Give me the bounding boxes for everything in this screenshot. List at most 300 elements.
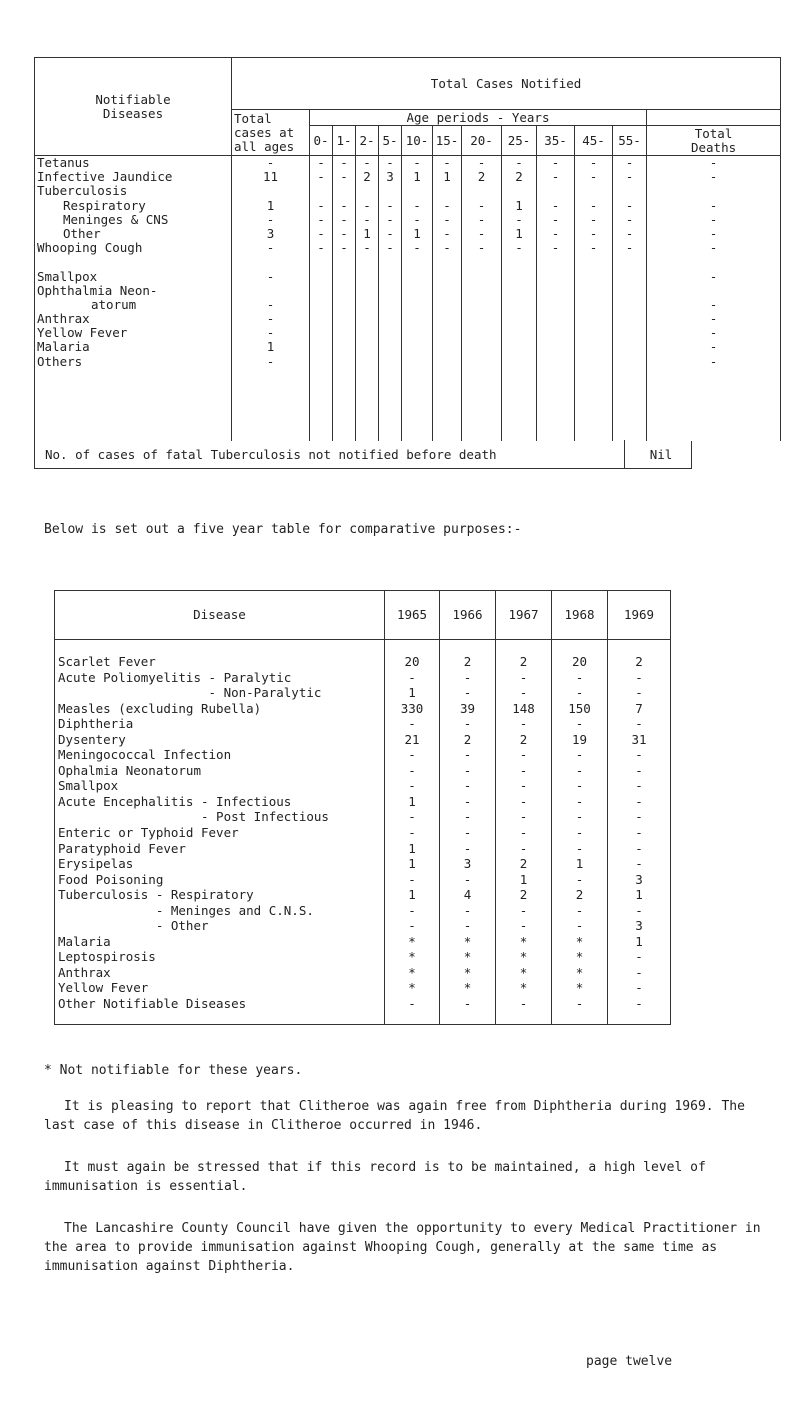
disease-row-name: Acute Poliomyelitis - Paralytic <box>58 669 292 685</box>
year-value-cell: * <box>519 949 528 965</box>
total-cases-cell: - <box>266 354 275 369</box>
disease-name: Malaria <box>37 340 90 355</box>
year-value-cell: - <box>408 825 416 841</box>
age-value-cell: 1 <box>515 226 523 241</box>
year-value-cell: 330 <box>400 700 424 716</box>
age-value-cell: - <box>443 156 451 170</box>
deaths-cell: - <box>709 198 718 213</box>
year-value-cell: * <box>519 980 528 996</box>
age-value-cell: - <box>551 212 560 227</box>
age-column <box>333 156 356 442</box>
age-col-header: 25- <box>502 126 537 156</box>
year-value-cell: - <box>575 778 584 794</box>
year-value-cell: - <box>635 856 643 872</box>
disease-row-name: Anthrax <box>58 964 111 980</box>
disease-name: Ophthalmia Neon- <box>37 283 158 298</box>
total-cases-cell: 11 <box>262 170 279 185</box>
year-value-cell: - <box>635 980 643 996</box>
year-value-cell: 3 <box>635 918 643 934</box>
deaths-cell: - <box>709 156 718 170</box>
deaths-cell: - <box>709 226 718 241</box>
age-value-cell <box>404 184 430 198</box>
disease-row-name: Scarlet Fever <box>58 654 156 669</box>
total-cases-cell: - <box>266 312 275 327</box>
age-value-cell: - <box>363 212 371 227</box>
year-value-cell: - <box>635 949 643 965</box>
year-header: 1969 <box>608 591 671 640</box>
age-col-header: 55- <box>613 126 647 156</box>
disease-name: Others <box>37 354 83 369</box>
notifiable-diseases-header: Notifiable Diseases <box>35 58 232 156</box>
year-value-cell: - <box>463 825 472 841</box>
year-value-cell: - <box>408 918 416 934</box>
year-value-cell: - <box>635 996 643 1012</box>
year-value-cell: 21 <box>404 731 420 747</box>
disease-row-name: Acute Encephalitis - Infectious <box>58 793 292 809</box>
year-value-cell: 20 <box>571 654 588 669</box>
age-column <box>379 156 402 442</box>
page-number: page twelve <box>586 1354 673 1369</box>
year-value-cell: - <box>463 778 472 794</box>
year-value-cell: 1 <box>408 793 416 809</box>
age-value-cell: - <box>363 198 371 213</box>
deaths-cell: - <box>709 340 718 355</box>
disease-row-name: Food Poisoning <box>58 871 164 887</box>
year-value-cell: - <box>635 793 643 809</box>
year-value-cell: - <box>463 840 472 856</box>
year-value-cell: - <box>635 747 643 763</box>
age-value-cell: 2 <box>363 170 371 185</box>
age-value-cell: - <box>625 241 634 256</box>
year-value-cell: - <box>408 809 416 825</box>
year-value-cell: * <box>463 933 472 949</box>
year-value-cell: - <box>575 825 584 841</box>
disease-name: Yellow Fever <box>37 326 128 341</box>
year-value-cell: - <box>463 793 472 809</box>
age-value-cell: - <box>340 156 348 170</box>
age-value-cell: 1 <box>443 170 451 185</box>
age-value-cell: 1 <box>413 226 421 241</box>
total-cases-cell: - <box>266 241 275 256</box>
year-value-cell: * <box>519 933 528 949</box>
year-value-cell: 1 <box>635 933 643 949</box>
age-column <box>613 156 647 442</box>
age-column <box>356 156 379 442</box>
disease-name: Smallpox <box>37 269 98 284</box>
year-value-cell: * <box>575 949 584 965</box>
total-cases-notified-header: Total Cases Notified <box>232 58 781 110</box>
age-value-cell: - <box>625 170 634 185</box>
year-value-cell: 20 <box>404 654 420 669</box>
year-value-cell: - <box>635 964 643 980</box>
year-value-cell: - <box>519 809 528 825</box>
fatal-tb-value: Nil <box>649 447 673 462</box>
year-value-cell: - <box>408 996 416 1012</box>
year-value-cell: - <box>463 809 472 825</box>
year-value-cell: - <box>575 747 584 763</box>
disease-row-name: - Non-Paralytic <box>58 685 322 701</box>
year-value-cell: * <box>463 949 472 965</box>
disease-name: Other <box>63 226 101 241</box>
year-values <box>496 640 552 1025</box>
year-value-cell: 1 <box>408 887 416 903</box>
age-value-cell: - <box>625 156 634 170</box>
disease-row-name: Measles (excluding Rubella) <box>58 700 262 716</box>
year-value-cell: - <box>519 747 528 763</box>
age-value-cell: - <box>589 226 598 241</box>
age-value-cell: - <box>413 241 421 256</box>
age-value-cell: - <box>317 170 325 185</box>
age-value-cell: - <box>386 212 394 227</box>
disease-name: Infective Jaundice <box>37 170 173 185</box>
year-value-cell: 1 <box>408 685 416 701</box>
year-value-cell: - <box>408 747 416 763</box>
total-cases-cell <box>234 184 307 198</box>
year-value-cell: - <box>635 762 643 778</box>
year-value-cell: - <box>575 762 584 778</box>
year-value-cell: - <box>519 996 528 1012</box>
deaths-cell: - <box>709 269 718 284</box>
intro-text: Below is set out a five year table for comparative purposes:- <box>44 522 522 537</box>
age-col-header: 15- <box>433 126 462 156</box>
year-value-cell: 3 <box>635 871 643 887</box>
year-value-cell: 2 <box>463 731 472 747</box>
age-column <box>402 156 433 442</box>
total-cases-cell: 3 <box>266 226 275 241</box>
age-value-cell: - <box>515 241 523 256</box>
year-value-cell: 3 <box>463 856 472 872</box>
deaths-cell: - <box>709 212 718 227</box>
year-value-cell: - <box>519 840 528 856</box>
age-value-cell: - <box>443 226 451 241</box>
age-value-cell: - <box>477 226 486 241</box>
year-value-cell: 2 <box>519 731 528 747</box>
year-value-cell: - <box>519 716 528 732</box>
age-value-cell: 1 <box>363 226 371 241</box>
year-values <box>385 640 440 1025</box>
year-value-cell: - <box>635 685 643 701</box>
disease-row-name: - Post Infectious <box>58 809 329 825</box>
age-value-cell: - <box>589 198 598 213</box>
notified-cases-table <box>34 57 781 441</box>
year-value-cell: - <box>575 685 584 701</box>
disease-name: Anthrax <box>37 312 90 327</box>
year-value-cell: - <box>408 669 416 685</box>
year-value-cell: 2 <box>635 654 643 669</box>
age-column <box>462 156 502 442</box>
year-header: 1965 <box>385 591 440 640</box>
year-header: 1968 <box>552 591 608 640</box>
year-value-cell: - <box>519 918 528 934</box>
age-col-header: 20- <box>462 126 502 156</box>
age-value-cell: - <box>413 156 421 170</box>
year-value-cell: - <box>575 809 584 825</box>
year-value-cell: - <box>575 669 584 685</box>
year-value-cell: - <box>408 871 416 887</box>
age-value-cell: - <box>340 212 348 227</box>
age-value-cell <box>577 184 610 198</box>
age-value-cell: 1 <box>515 198 523 213</box>
year-value-cell: * <box>408 964 416 980</box>
year-value-cell: * <box>575 980 584 996</box>
age-value-cell: - <box>589 170 598 185</box>
age-value-cell: - <box>477 198 486 213</box>
disease-row-name: Yellow Fever <box>58 980 149 996</box>
year-value-cell: 31 <box>631 731 647 747</box>
disease-name: Whooping Cough <box>37 241 143 256</box>
year-values <box>552 640 608 1025</box>
disease-row-name: Dysentery <box>58 731 126 747</box>
age-value-cell <box>464 184 499 198</box>
year-value-cell: * <box>408 933 416 949</box>
year-value-cell: 4 <box>463 887 472 903</box>
year-value-cell: 1 <box>519 871 528 887</box>
age-value-cell: - <box>340 226 348 241</box>
age-column <box>575 156 613 442</box>
disease-row-name: Other Notifiable Diseases <box>58 996 247 1012</box>
total-cases-cell: 1 <box>266 340 275 355</box>
year-value-cell: - <box>575 840 584 856</box>
year-value-cell: 1 <box>575 856 584 872</box>
deaths-cell: - <box>709 326 718 341</box>
fatal-tb-row <box>34 441 692 469</box>
disease-row-name: Erysipelas <box>58 856 134 872</box>
year-value-cell: 2 <box>463 654 472 669</box>
year-value-cell: - <box>635 825 643 841</box>
age-value-cell: - <box>515 156 523 170</box>
year-value-cell: - <box>408 762 416 778</box>
age-col-header: 10- <box>402 126 433 156</box>
age-value-cell: - <box>477 212 486 227</box>
age-column <box>310 156 333 442</box>
year-value-cell: - <box>463 902 472 918</box>
year-value-cell: - <box>463 871 472 887</box>
year-values <box>440 640 496 1025</box>
age-col-header: 1- <box>333 126 356 156</box>
age-value-cell: - <box>340 241 348 256</box>
disease-row-name: Meningococcal Infection <box>58 747 232 763</box>
year-value-cell: 2 <box>519 887 528 903</box>
year-value-cell: 2 <box>519 856 528 872</box>
year-value-cell: 19 <box>571 731 588 747</box>
year-value-cell: 39 <box>459 700 476 716</box>
deaths-cell <box>649 255 778 269</box>
total-deaths-header: Total Deaths <box>647 126 781 156</box>
disease-row-name: Leptospirosis <box>58 949 156 965</box>
year-value-cell: - <box>519 685 528 701</box>
year-header: 1966 <box>440 591 496 640</box>
deaths-cell: - <box>709 354 718 369</box>
year-value-cell: * <box>408 949 416 965</box>
year-value-cell: - <box>463 996 472 1012</box>
age-value-cell: - <box>443 241 451 256</box>
year-value-cell: - <box>635 716 643 732</box>
total-cases-cell: 1 <box>266 198 275 213</box>
age-col-header: 45- <box>575 126 613 156</box>
age-periods-header: Age periods - Years <box>310 110 647 126</box>
age-value-cell: - <box>386 156 394 170</box>
year-value-cell: - <box>575 918 584 934</box>
age-value-cell: - <box>363 156 371 170</box>
paragraph: It is pleasing to report that Clitheroe was again free from Diphtheria during 1969. The last case of this disease in Clitheroe occurred in 1946. <box>44 1099 745 1133</box>
age-value-cell: - <box>340 170 348 185</box>
footnote: * Not notifiable for these years. <box>44 1063 303 1078</box>
year-value-cell: * <box>519 964 528 980</box>
total-cases-cell: - <box>266 326 275 341</box>
age-value-cell: 3 <box>386 170 394 185</box>
age-value-cell: - <box>551 241 560 256</box>
disease-name: Respiratory <box>63 198 146 213</box>
year-value-cell: * <box>408 980 416 996</box>
age-value-cell <box>335 184 353 198</box>
disease-name: Tetanus <box>37 156 90 170</box>
age-value-cell <box>615 184 644 198</box>
total-cases-column <box>232 156 310 442</box>
age-value-cell: - <box>317 241 325 256</box>
deaths-cell <box>649 284 778 298</box>
age-value-cell: - <box>413 198 421 213</box>
paragraph: It must again be stressed that if this record is to be maintained, a high level of immunisation is essential. <box>44 1160 706 1194</box>
age-column <box>537 156 575 442</box>
disease-row-name: Paratyphoid Fever <box>58 840 186 856</box>
age-value-cell: - <box>317 226 325 241</box>
deaths-cell: - <box>709 241 718 256</box>
age-value-cell: - <box>589 212 598 227</box>
disease-row-name: - Other <box>58 918 209 934</box>
age-column <box>433 156 462 442</box>
age-value-cell: - <box>413 212 421 227</box>
age-value-cell: - <box>317 156 325 170</box>
year-value-cell: * <box>575 964 584 980</box>
deaths-cell: - <box>709 170 718 185</box>
total-cases-all-ages-header: Total cases at all ages <box>232 110 310 156</box>
age-value-cell: - <box>386 241 394 256</box>
year-values <box>608 640 671 1025</box>
age-value-cell: 2 <box>477 170 486 185</box>
disease-row-name: Diphtheria <box>58 716 134 732</box>
age-value-cell: - <box>443 198 451 213</box>
year-value-cell: - <box>463 762 472 778</box>
total-cases-cell: - <box>266 156 275 170</box>
deaths-cell <box>649 184 778 198</box>
disease-row-name: Malaria <box>58 933 111 949</box>
year-value-cell: - <box>519 825 528 841</box>
age-value-cell: - <box>551 226 560 241</box>
total-cases-cell: - <box>266 269 275 284</box>
year-value-cell: - <box>635 669 643 685</box>
age-value-cell: - <box>625 198 634 213</box>
year-value-cell: 7 <box>635 700 643 716</box>
age-col-header: 35- <box>537 126 575 156</box>
disease-name: Meninges & CNS <box>63 212 169 227</box>
disease-list <box>55 640 385 1025</box>
age-value-cell: 2 <box>515 170 523 185</box>
disease-row-name: Ophalmia Neonatorum <box>58 762 201 778</box>
fatal-tb-divider <box>624 440 625 468</box>
year-value-cell: - <box>519 669 528 685</box>
year-value-cell: - <box>519 902 528 918</box>
year-value-cell: - <box>463 918 472 934</box>
age-value-cell: - <box>551 170 560 185</box>
age-value-cell: - <box>625 226 634 241</box>
age-value-cell: - <box>589 156 598 170</box>
year-value-cell: - <box>575 902 584 918</box>
year-value-cell: - <box>635 902 643 918</box>
disease-row-name: Tuberculosis - Respiratory <box>58 887 254 903</box>
age-value-cell: - <box>477 156 486 170</box>
year-value-cell: - <box>463 716 472 732</box>
year-value-cell: * <box>575 933 584 949</box>
age-value-cell: - <box>386 226 394 241</box>
age-value-cell: - <box>589 241 598 256</box>
total-cases-cell <box>234 284 307 298</box>
paragraph: The Lancashire County Council have given the opportunity to every Medical Practitioner in the area to provide immunisation against Whooping Cough, generally at the same time as immunisation against Diphtheria. <box>44 1221 761 1274</box>
total-cases-cell: - <box>266 297 275 312</box>
year-value-cell: - <box>575 996 584 1012</box>
age-value-cell <box>381 184 399 198</box>
age-value-cell: - <box>317 198 325 213</box>
year-value-cell: - <box>635 809 643 825</box>
disease-header: Disease <box>55 591 385 640</box>
year-value-cell: 148 <box>512 700 535 716</box>
year-value-cell: - <box>519 793 528 809</box>
age-value-cell: - <box>515 212 523 227</box>
age-value-cell: 1 <box>413 170 421 185</box>
age-value-cell: - <box>363 241 371 256</box>
header-spacer <box>647 110 781 126</box>
deaths-cell: - <box>709 312 718 327</box>
year-value-cell: - <box>635 840 643 856</box>
total-deaths-column <box>647 156 781 442</box>
disease-name: atorum <box>91 297 137 312</box>
disease-row-name: - Meninges and C.N.S. <box>58 902 314 918</box>
year-value-cell: - <box>575 716 584 732</box>
total-cases-cell <box>234 255 307 269</box>
year-value-cell: 1 <box>408 840 416 856</box>
age-value-cell: - <box>625 212 634 227</box>
five-year-table <box>54 590 671 1025</box>
disease-names-column <box>35 156 232 442</box>
year-value-cell: 1 <box>408 856 416 872</box>
year-value-cell: - <box>408 902 416 918</box>
deaths-cell: - <box>709 297 718 312</box>
year-value-cell: - <box>408 716 416 732</box>
disease-name <box>37 255 229 269</box>
year-value-cell: - <box>408 778 416 794</box>
year-value-cell: - <box>635 778 643 794</box>
disease-row-name: Enteric or Typhoid Fever <box>58 825 239 841</box>
age-value-cell <box>358 184 376 198</box>
age-column <box>502 156 537 442</box>
year-value-cell: 2 <box>519 654 528 669</box>
age-value-cell: - <box>551 198 560 213</box>
age-value-cell: - <box>551 156 560 170</box>
age-value-cell <box>435 184 459 198</box>
year-value-cell: 1 <box>635 887 643 903</box>
year-value-cell: - <box>519 762 528 778</box>
total-cases-cell: - <box>266 212 275 227</box>
year-value-cell: 150 <box>568 700 591 716</box>
age-col-header: 5- <box>379 126 402 156</box>
year-value-cell: - <box>463 685 472 701</box>
age-value-cell: - <box>317 212 325 227</box>
disease-row-name: Smallpox <box>58 778 119 794</box>
age-value-cell: - <box>386 198 394 213</box>
year-value-cell: 2 <box>575 887 584 903</box>
age-col-header: 0- <box>310 126 333 156</box>
age-value-cell <box>504 184 534 198</box>
year-value-cell: - <box>575 871 584 887</box>
